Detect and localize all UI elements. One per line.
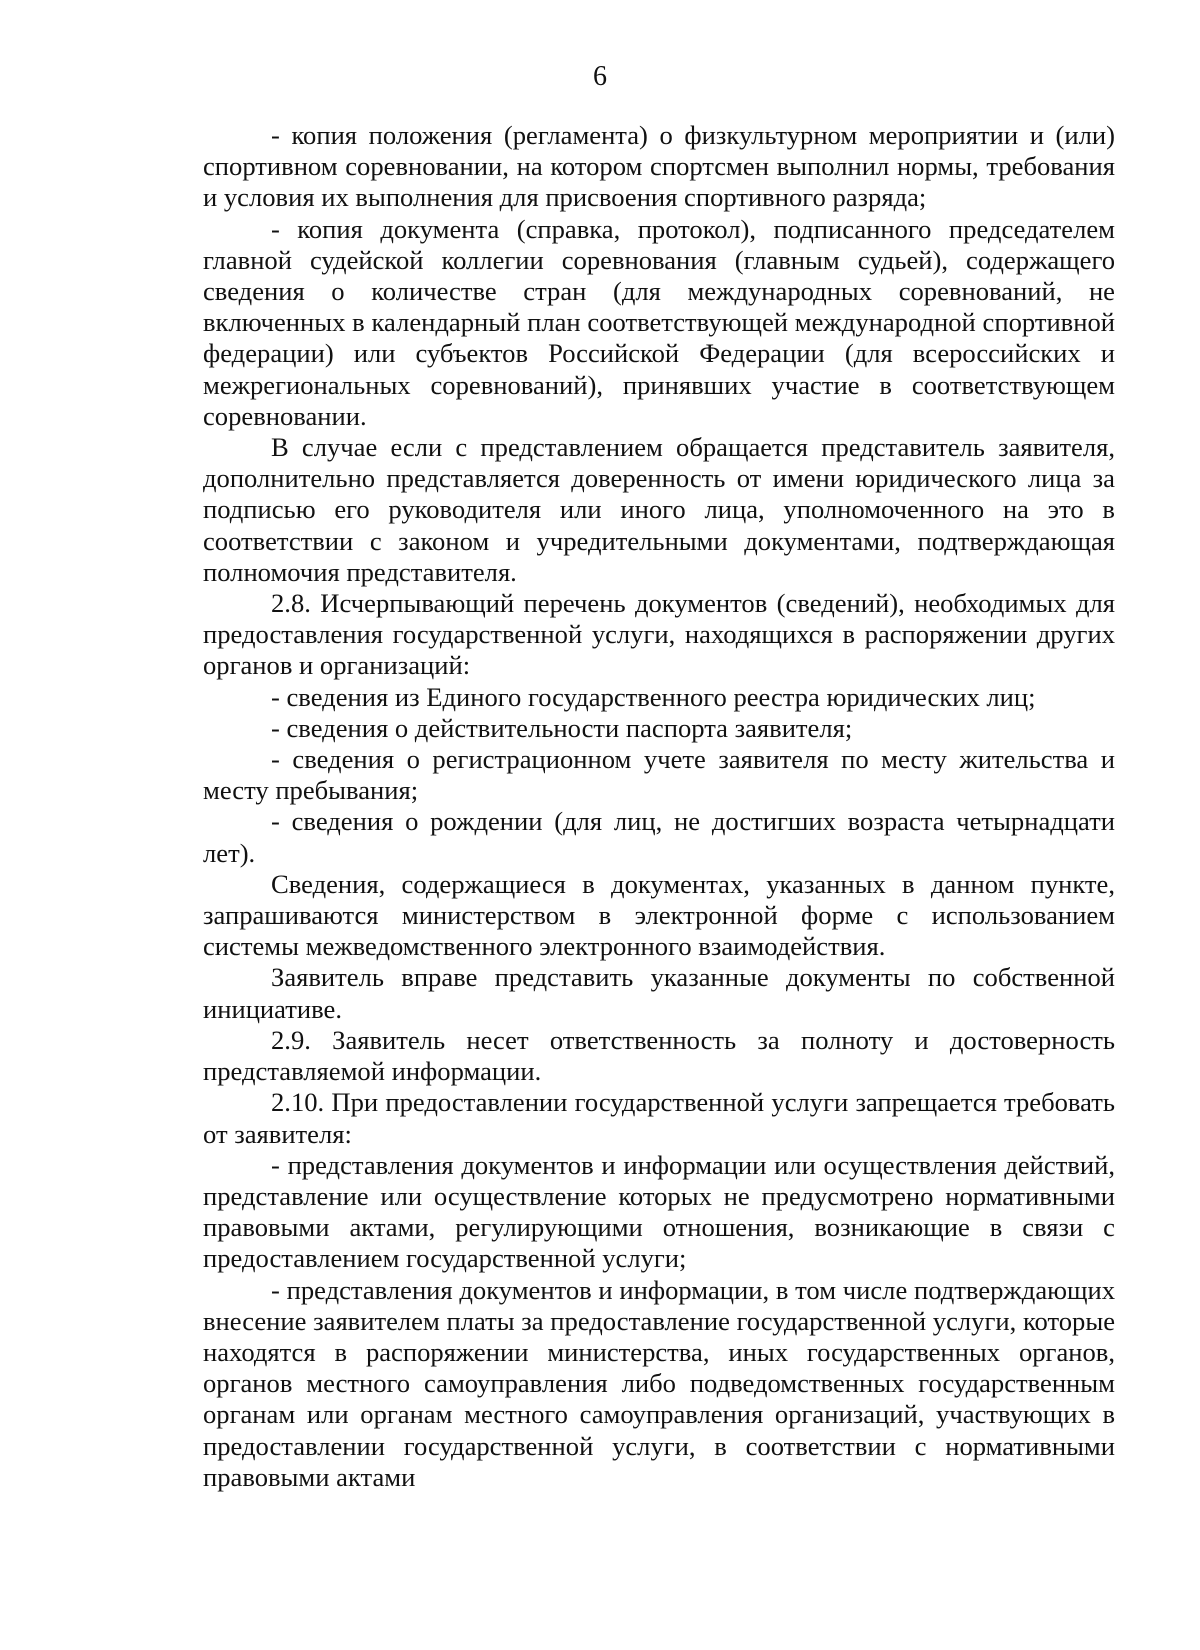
paragraph-egrul-info: - сведения из Единого государственного реестра юридических лиц;	[271, 681, 1036, 712]
page-number: 6	[593, 61, 607, 92]
paragraph-registration-info: - сведения о регистрационном учете заявителя по месту жительства и месту пребывания;	[203, 744, 1115, 806]
paragraph-prohibited-payment-docs: - представления документов и информации, в том числе подтверждающих внесение заявителем платы за предоставление государственной услуги, которые находятся в распоряжении министерства, иных государственных органов, органов местного самоуправления либо подведомственных государственным органам или органам местного самоуправления организаций, участвующих в предоставлении государственной услуги, в соответствии с нормативными правовыми актами	[203, 1274, 1115, 1492]
paragraph-regulation-copy: - копия положения (регламента) о физкультурном мероприятии и (или) спортивном соревновании, на котором спортсмен выполнил нормы, требования и условия их выполнения для присвоения спортивного разряда;	[203, 120, 1115, 213]
paragraph-passport-info: - сведения о действительности паспорта заявителя;	[271, 712, 853, 743]
document-body	[203, 120, 1115, 1493]
paragraph-interagency-request: Сведения, содержащиеся в документах, указанных в данном пункте, запрашиваются министерством в электронной форме с использованием системы межведомственного электронного взаимодействия.	[203, 868, 1115, 962]
paragraph-section-2-9: 2.9. Заявитель несет ответственность за полноту и достоверность представляемой информации.	[203, 1024, 1115, 1087]
paragraph-own-initiative: Заявитель вправе представить указанные документы по собственной инициативе.	[203, 962, 1115, 1024]
paragraph-section-2-8: 2.8. Исчерпывающий перечень документов (сведений), необходимых для предоставления государственной услуги, находящихся в распоряжении других органов и организаций:	[203, 588, 1115, 681]
paragraph-representative: В случае если с представлением обращается представитель заявителя, дополнительно представляется доверенность от имени юридического лица за подписью его руководителя или иного лица, уполномоченного на это в соответствии с законом и учредительными документами, подтверждающая полномочия представителя.	[203, 432, 1115, 587]
paragraph-birth-info: - сведения о рождении (для лиц, не достигших возраста четырнадцати лет).	[203, 806, 1115, 868]
paragraph-prohibited-documents: - представления документов и информации или осуществления действий, представление или осуществление которых не предусмотрено нормативными правовыми актами, регулирующими отношения, возникающие в связи с предоставлением государственной услуги;	[203, 1149, 1115, 1274]
paragraph-protocol-copy: - копия документа (справка, протокол), подписанного председателем главной судейской коллегии соревнования (главным судьей), содержащего сведения о количестве стран (для международных соревнований, не включенных в календарный план соответствующей международной спортивной федерации) или субъектов Российской Федерации (для всероссийских и межрегиональных соревнований), принявших участие в соответствующем соревновании.	[203, 213, 1115, 431]
paragraph-section-2-10: 2.10. При предоставлении государственной услуги запрещается требовать от заявителя:	[203, 1087, 1115, 1149]
